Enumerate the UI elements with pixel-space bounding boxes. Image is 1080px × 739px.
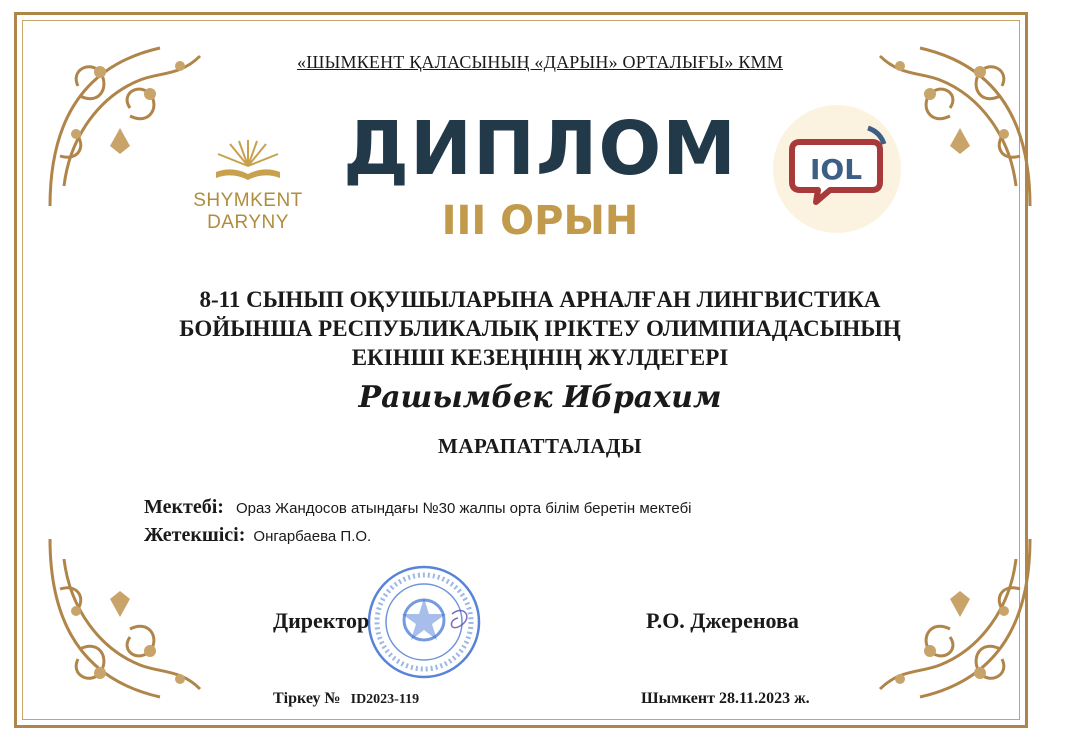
diploma-title: ДИПЛОМ bbox=[343, 106, 737, 192]
iol-logo bbox=[772, 104, 902, 234]
official-seal-icon bbox=[366, 564, 482, 680]
registration-label: Тіркеу № bbox=[273, 690, 341, 707]
school-row bbox=[144, 496, 692, 519]
school-label: Мектебі: bbox=[144, 496, 224, 518]
olympiad-description bbox=[90, 285, 990, 372]
winner-name: Рашымбек Ибрахим bbox=[358, 380, 722, 415]
registration-number: ID2023-119 bbox=[350, 692, 420, 707]
awarded-label: МАРАПАТТАЛАДЫ bbox=[438, 434, 642, 458]
shymkent-daryny-logo bbox=[158, 136, 338, 233]
corner-ornament-icon bbox=[40, 529, 220, 709]
subject-line: БОЙЫНША РЕСПУБЛИКАЛЫҚ ІРІКТЕУ ОЛИМПИАДАСЫНЫҢ bbox=[179, 316, 901, 341]
logo-text: SHYMKENT DARYNY bbox=[193, 190, 303, 233]
school-value: Ораз Жандосов атындағы №30 жалпы орта білім беретін мектебі bbox=[235, 500, 692, 517]
registration bbox=[273, 690, 419, 708]
director-label: Директор bbox=[273, 608, 370, 633]
mentor-value: Онгарбаева П.О. bbox=[253, 528, 372, 545]
director-name: Р.О. Джеренова bbox=[646, 608, 799, 633]
organization-name: «ШЫМКЕНТ ҚАЛАСЫНЫҢ «ДАРЫН» ОРТАЛЫҒЫ» КММ bbox=[297, 52, 783, 72]
place-and-date: Шымкент 28.11.2023 ж. bbox=[641, 690, 810, 707]
subject-line: ЕКІНШІ КЕЗЕҢІНІҢ ЖҮЛДЕГЕРІ bbox=[351, 345, 729, 370]
iol-logo-text: IOL bbox=[809, 153, 863, 186]
subject-line: 8-11 СЫНЫП ОҚУШЫЛАРЫНА АРНАЛҒАН ЛИНГВИСТИКА bbox=[199, 287, 881, 312]
place-label: III ОРЫН bbox=[441, 198, 639, 244]
mentor-label: Жетекшісі: bbox=[144, 524, 246, 546]
mentor-row bbox=[144, 524, 371, 547]
corner-ornament-icon bbox=[860, 529, 1040, 709]
open-book-icon bbox=[208, 136, 288, 186]
